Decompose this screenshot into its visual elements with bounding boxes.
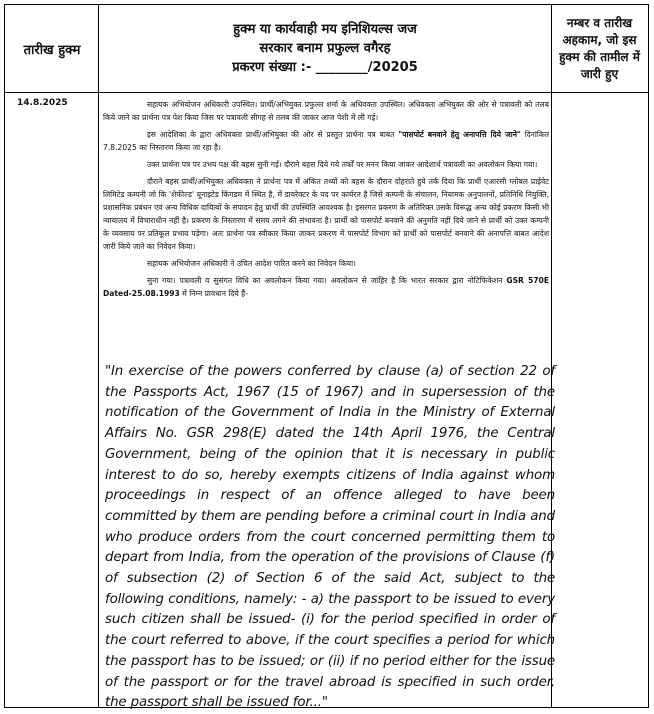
order-paragraph: सहायक अभियोजन अधिकारी उपस्थित। प्रार्थी/अभियुक्त प्रफुल्ल शर्मा के अधिवक्ता उपस्थित। अधिवक्ता अभियुक्त की ओर से पत्रावली को तलब किये जाने का प्रार्थना पत्र पेश किया जिस पर पत्रावली सीगह से तलब की जाकर आज पेशी में ली गई। — [103, 100, 549, 122]
header-divider — [5, 92, 648, 93]
header-reference-label: नम्बर व तारीख अहकाम, जो इस हुक्म की तामील में जारी हुए — [559, 15, 640, 81]
order-paragraph: सुना गया। पत्रावली व सुसंगत विधि का अवलोकन किया गया। अवलोकन से जाहिर है कि भारत सरकार द्वारा नोटिफिकेशन GSR 570E Dated-25.08.1993 में निम्न प्रावधान दिये हैं- — [103, 276, 550, 298]
order-paragraph: दौराने बहस प्रार्थी/अभियुक्त अधिवक्ता ने प्रार्थना पत्र में अंकित तथ्यों को बहस के दौरान दोहराते हुये तर्क दिया कि प्रार्थी एआरसी ग्लोबल प्राईवेट लिमिटेड कम्पनी जो कि 'शेफील्ड' यूनाइटेड किंगडम में स्थित है, में डायरेक्टर के पद पर कार्यरत है जिसे कम्पनी के संचालन, नियामक अनुपालनों, प्रतिनिधि नियुक्ति, प्रशासनिक प्रबंधन एवं अन्य विधिक दायित्वों के संपादन हेतु प्रार्थी की उपस्थिति आवश्यक है। इसरगत प्रकरण के अतिरिक्त उसके विरूद्ध अन्य कोई प्रकरण किसी भी न्यायालय में विचाराधीन नहीं है। प्रकरण के निस्तारण में समय लगने की संभावना है। प्रार्थी को पासपोर्ट बनवाने की अनुमति नहीं दिये जाने से प्रार्थी को उक्त कम्पनी के व्यवसाय पर प्रतिकूल प्रभाव पड़ेगा। अतः प्रार्थना पत्र स्वीकार किया जाकर प्रकरण में पासपोर्ट विभाग को प्रार्थी को पासपोर्ट बनवाने की अनापत्ति बाबत आदेश जारी किये जाने का निवेदन किया। — [103, 177, 549, 251]
order-sheet — [4, 4, 649, 711]
header-date-label: तारीख हुक्म — [23, 42, 81, 58]
order-body — [103, 98, 549, 300]
header-title — [99, 5, 551, 92]
order-paragraph: सहायक अभियोजन अधिकारी ने उचित आदेश पारित करने का निवेदन किया। — [147, 259, 356, 268]
header-case-title: सरकार बनाम प्रफुल्ल वगैरह — [259, 41, 391, 56]
header-title-line1: हुक्म या कार्यवाही मय इनिशियल्स जज — [233, 22, 417, 37]
reference-column — [551, 5, 648, 707]
order-paragraph: इस आदेशिका के द्वारा अधिवक्ता प्रार्थी/अभियुक्त की ओर से प्रस्तुत प्रार्थना पत्र बाबत "पासपोर्ट बनवाने हेतु अनापत्ति दिये जाने" दिनांकित 7.8.2025 का निस्तारण किया जा रहा है। — [103, 130, 549, 152]
date-column — [5, 5, 99, 707]
header-case-number: प्रकरण संख्या :- ________/20205 — [232, 60, 418, 75]
order-date: 14.8.2025 — [17, 98, 68, 108]
notification-quote: "In exercise of the powers conferred by clause (a) of section 22 of the Passports Act, 1967 (15 of 1967) and in supersession of the notification of the Government of India in the Ministry of External Affairs No. GSR 298(E) dated the 14th April 1976, the Central Government, being of the opinion that it is necessary in public interest to do so, hereby exempts citizens of India against whom proceedings in respect of an offence alleged to have been committed by them are pending before a criminal court in India and who produce orders from the court concerned permitting them to depart from India, from the operation of the provisions of Clause (f) of subsection (2) of Section 6 of the said Act, subject to the following conditions, namely: - a) the passport to be issued to every such citizen shall be issued- (i) for the period specified in order of the court referred to above, if the court specifies a period for which the passport has to be issued; or (ii) if no period either for the issue of the passport or for the travel abroad is specified in such order, the passport shall be issued for..." — [105, 364, 555, 711]
order-paragraph: उक्त प्रार्थना पत्र पर उभय पक्ष की बहस सुनी गई। दौराने बहस दिये गये तर्कों पर मनन किया जाकर आदेशार्थ पत्रावली का अवलोकन किया गया। — [147, 160, 538, 169]
